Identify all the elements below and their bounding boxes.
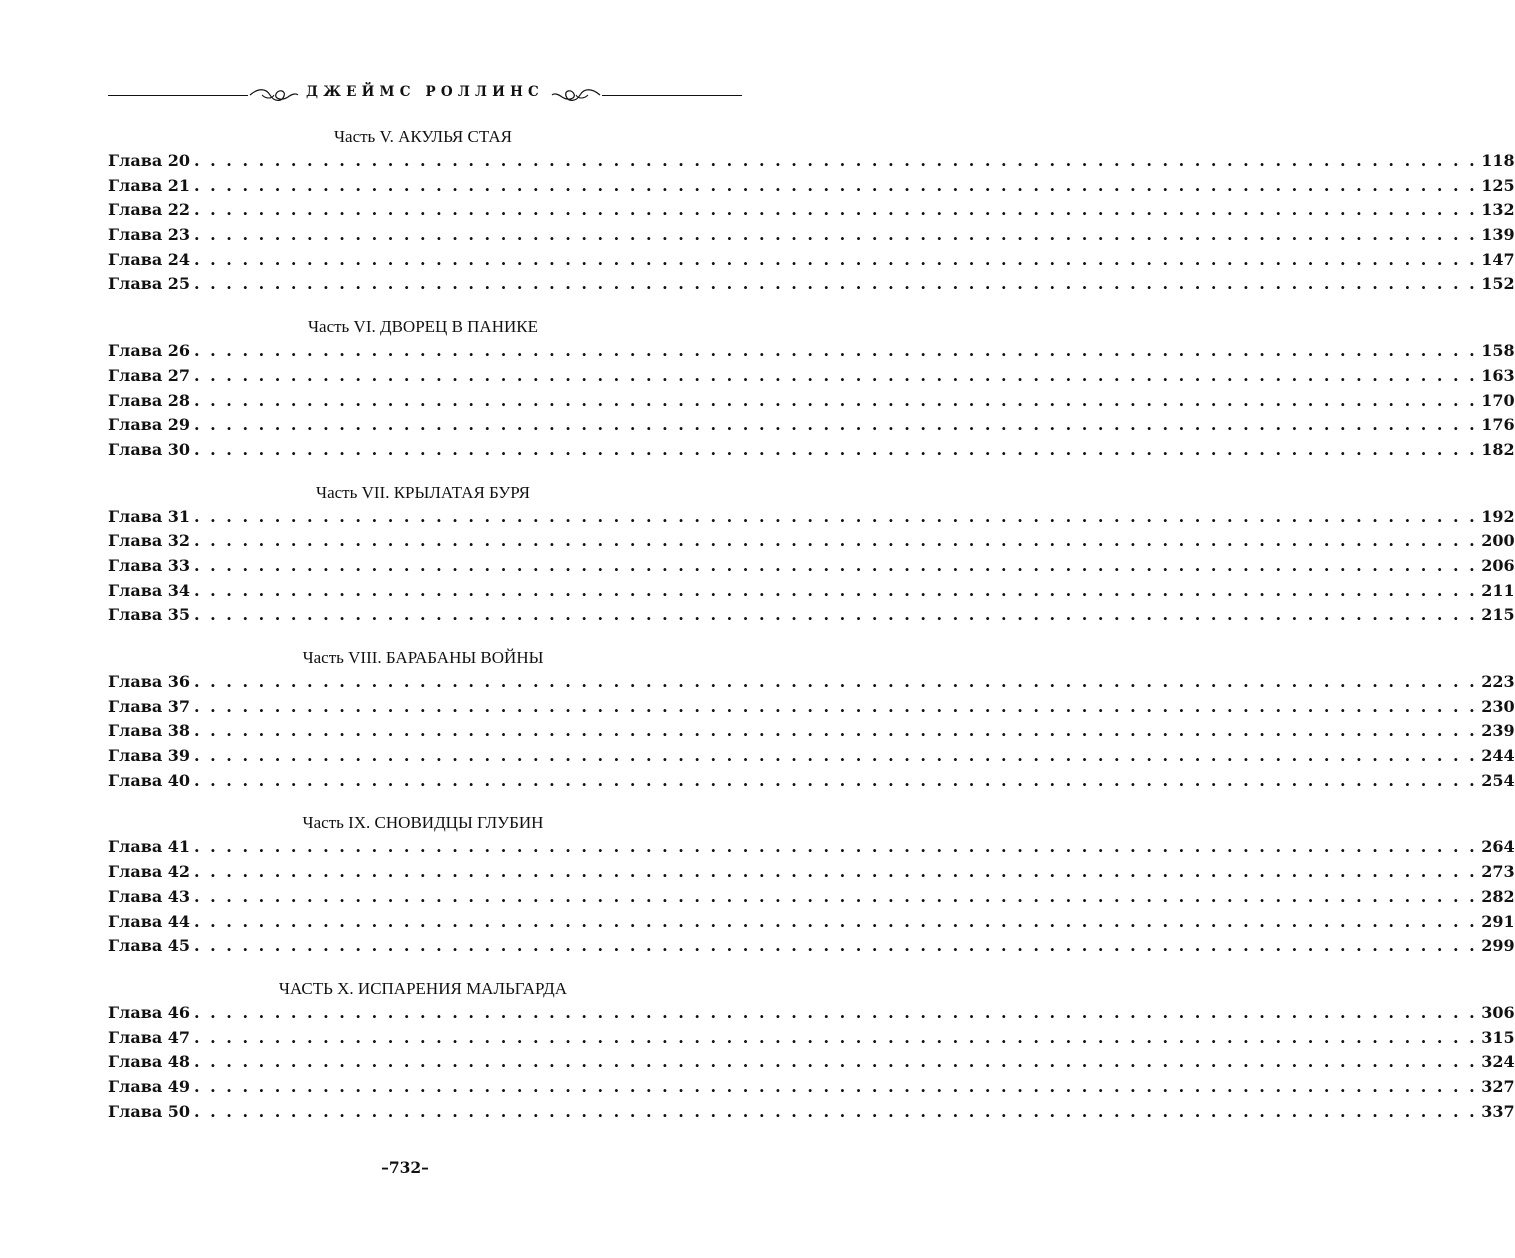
part-title: ЧАСТЬ X. ИСПАРЕНИЯ МАЛЬГАРДА xyxy=(278,978,568,998)
chapter-label: Глава 42 xyxy=(108,862,191,882)
toc-section xyxy=(108,976,1515,1124)
chapter-page: 264 xyxy=(1481,837,1515,857)
toc-entry xyxy=(108,505,1515,530)
toc-entry xyxy=(108,603,1515,628)
chapter-label: Глава 34 xyxy=(108,580,191,600)
toc-entry xyxy=(108,695,1515,720)
toc-entry xyxy=(108,719,1515,744)
toc-entry xyxy=(108,149,1515,174)
chapter-label: Глава 48 xyxy=(108,1052,191,1072)
header-rule-right xyxy=(602,95,742,96)
toc-entry xyxy=(108,554,1515,579)
chapter-page: 254 xyxy=(1481,770,1515,790)
dot-leader: . . . . . . . . . . . . . . . . . . . . . . . . . . . . . . . . . . . . . . . . . . . . . . . . . . . . . . . . . . . . . . . . . . . . . . . . . . . . . . . . xyxy=(194,770,1478,790)
chapter-page: 211 xyxy=(1481,580,1515,600)
toc-entry xyxy=(108,413,1515,438)
chapter-page: 182 xyxy=(1481,439,1515,459)
chapter-label: Глава 44 xyxy=(108,911,191,931)
chapter-page: 230 xyxy=(1481,696,1515,716)
chapter-label: Глава 41 xyxy=(108,837,191,857)
toc-entry xyxy=(108,1075,1515,1100)
chapter-page: 223 xyxy=(1481,672,1515,691)
chapter-label: Глава 29 xyxy=(108,415,191,435)
dot-leader: . . . . . . . . . . . . . . . . . . . . . . . . . . . . . . . . . . . . . . . . . . . . . . . . . . . . . . . . . . . . . . . . . . . . . . . . . . . . . . . . xyxy=(194,886,1478,906)
chapter-label: Глава 24 xyxy=(108,249,191,269)
dot-leader: . . . . . . . . . . . . . . . . . . . . . . . . . . . . . . . . . . . . . . . . . . . . . . . . . . . . . . . . . . . . . . . . . . . . . . . . . . . . . . . . xyxy=(194,200,1478,220)
flourish-left-icon xyxy=(248,86,300,104)
chapter-page: 306 xyxy=(1481,1002,1515,1022)
chapter-page: 192 xyxy=(1481,506,1515,526)
toc-section xyxy=(108,124,1515,297)
chapter-label: Глава 49 xyxy=(108,1076,191,1096)
header-author: ДЖЕЙМС РОЛЛИНС xyxy=(306,84,544,100)
toc-entry xyxy=(108,1100,1515,1125)
toc-entry xyxy=(108,364,1515,389)
chapter-page: 327 xyxy=(1481,1076,1515,1096)
dot-leader: . . . . . . . . . . . . . . . . . . . . . . . . . . . . . . . . . . . . . . . . . . . . . . . . . . . . . . . . . . . . . . . . . . . . . . . . . . . . . . . . xyxy=(194,605,1478,625)
dot-leader: . . . . . . . . . . . . . . . . . . . . . . . . . . . . . . . . . . . . . . . . . . . . . . . . . . . . . . . . . . . . . . . . . . . . . . . . . . . . . . . . xyxy=(194,1027,1478,1047)
chapter-label: Глава 25 xyxy=(108,274,191,294)
dot-leader: . . . . . . . . . . . . . . . . . . . . . . . . . . . . . . . . . . . . . . . . . . . . . . . . . . . . . . . . . . . . . . . . . . . . . . . . . . . . . . . . xyxy=(194,746,1478,766)
dot-leader: . . . . . . . . . . . . . . . . . . . . . . . . . . . . . . . . . . . . . . . . . . . . . . . . . . . . . . . . . . . . . . . . . . . . . . . . . . . . . . . . xyxy=(194,936,1478,956)
toc-entry xyxy=(108,910,1515,935)
page-number: –732– xyxy=(381,1158,429,1177)
chapter-label: Глава 39 xyxy=(108,746,191,766)
toc-section xyxy=(108,314,1515,462)
chapter-page: 299 xyxy=(1481,936,1515,956)
dot-leader: . . . . . . . . . . . . . . . . . . . . . . . . . . . . . . . . . . . . . . . . . . . . . . . . . . . . . . . . . . . . . . . . . . . . . . . . . . . . . . . . xyxy=(194,249,1478,269)
chapter-page: 337 xyxy=(1481,1101,1515,1121)
dot-leader: . . . . . . . . . . . . . . . . . . . . . . . . . . . . . . . . . . . . . . . . . . . . . . . . . . . . . . . . . . . . . . . . . . . . . . . . . . . . . . . . xyxy=(194,341,1478,361)
part-title: Часть VIII. БАРАБАНЫ ВОЙНЫ xyxy=(302,648,544,667)
chapter-page: 147 xyxy=(1481,249,1515,269)
chapter-page: 206 xyxy=(1481,555,1515,575)
dot-leader: . . . . . . . . . . . . . . . . . . . . . . . . . . . . . . . . . . . . . . . . . . . . . . . . . . . . . . . . . . . . . . . . . . . . . . . . . . . . . . . . xyxy=(194,1101,1478,1121)
toc-entry xyxy=(108,860,1515,885)
dot-leader: . . . . . . . . . . . . . . . . . . . . . . . . . . . . . . . . . . . . . . . . . . . . . . . . . . . . . . . . . . . . . . . . . . . . . . . . . . . . . . . . xyxy=(194,1052,1478,1072)
toc-section xyxy=(108,480,1515,628)
chapter-label: Глава 30 xyxy=(108,439,191,459)
toc-entry xyxy=(108,579,1515,604)
chapter-label: Глава 33 xyxy=(108,555,191,575)
dot-leader: . . . . . . . . . . . . . . . . . . . . . . . . . . . . . . . . . . . . . . . . . . . . . . . . . . . . . . . . . . . . . . . . . . . . . . . . . . . . . . . . xyxy=(194,274,1478,294)
table-of-contents xyxy=(108,124,1515,1124)
toc-entry xyxy=(108,934,1515,959)
toc-entry xyxy=(108,1050,1515,1075)
toc-entry xyxy=(108,198,1515,223)
toc-entry xyxy=(108,835,1515,860)
chapter-page: 200 xyxy=(1481,531,1515,551)
chapter-label: Глава 40 xyxy=(108,770,191,790)
toc-entry xyxy=(108,670,1515,695)
part-title: Часть VI. ДВОРЕЦ В ПАНИКЕ xyxy=(307,317,538,337)
chapter-label: Глава 32 xyxy=(108,531,191,551)
chapter-page: 282 xyxy=(1481,886,1515,906)
chapter-page: 152 xyxy=(1481,274,1515,294)
chapter-page: 273 xyxy=(1481,862,1515,882)
flourish-right-icon xyxy=(550,86,602,104)
chapter-page: 291 xyxy=(1481,911,1515,931)
toc-entry xyxy=(108,272,1515,297)
dot-leader: . . . . . . . . . . . . . . . . . . . . . . . . . . . . . . . . . . . . . . . . . . . . . . . . . . . . . . . . . . . . . . . . . . . . . . . . . . . . . . . . xyxy=(194,365,1478,385)
chapter-page: 244 xyxy=(1481,746,1515,766)
chapter-label: Глава 28 xyxy=(108,390,191,410)
dot-leader: . . . . . . . . . . . . . . . . . . . . . . . . . . . . . . . . . . . . . . . . . . . . . . . . . . . . . . . . . . . . . . . . . . . . . . . . . . . . . . . . xyxy=(194,175,1478,195)
toc-entry xyxy=(108,529,1515,554)
toc-section xyxy=(108,810,1515,958)
chapter-label: Глава 35 xyxy=(108,605,191,625)
chapter-page: 324 xyxy=(1481,1052,1515,1072)
chapter-label: Глава 21 xyxy=(108,175,191,195)
chapter-page: 215 xyxy=(1481,605,1515,625)
toc-entry xyxy=(108,248,1515,273)
dot-leader: . . . . . . . . . . . . . . . . . . . . . . . . . . . . . . . . . . . . . . . . . . . . . . . . . . . . . . . . . . . . . . . . . . . . . . . . . . . . . . . . xyxy=(194,911,1478,931)
toc-entry xyxy=(108,885,1515,910)
chapter-page: 125 xyxy=(1481,175,1515,195)
part-title: Часть V. АКУЛЬЯ СТАЯ xyxy=(333,127,513,146)
chapter-label: Глава 27 xyxy=(108,365,191,385)
header-rule-left xyxy=(108,95,248,96)
running-header xyxy=(108,80,742,110)
dot-leader: . . . . . . . . . . . . . . . . . . . . . . . . . . . . . . . . . . . . . . . . . . . . . . . . . . . . . . . . . . . . . . . . . . . . . . . . . . . . . . . . xyxy=(194,225,1478,245)
dot-leader: . . . . . . . . . . . . . . . . . . . . . . . . . . . . . . . . . . . . . . . . . . . . . . . . . . . . . . . . . . . . . . . . . . . . . . . . . . . . . . . . xyxy=(194,696,1478,716)
dot-leader: . . . . . . . . . . . . . . . . . . . . . . . . . . . . . . . . . . . . . . . . . . . . . . . . . . . . . . . . . . . . . . . . . . . . . . . . . . . . . . . . xyxy=(194,151,1478,170)
dot-leader: . . . . . . . . . . . . . . . . . . . . . . . . . . . . . . . . . . . . . . . . . . . . . . . . . . . . . . . . . . . . . . . . . . . . . . . . . . . . . . . . xyxy=(194,439,1478,459)
dot-leader: . . . . . . . . . . . . . . . . . . . . . . . . . . . . . . . . . . . . . . . . . . . . . . . . . . . . . . . . . . . . . . . . . . . . . . . . . . . . . . . . xyxy=(194,390,1478,410)
chapter-page: 170 xyxy=(1481,390,1515,410)
chapter-label: Глава 47 xyxy=(108,1027,191,1047)
dot-leader: . . . . . . . . . . . . . . . . . . . . . . . . . . . . . . . . . . . . . . . . . . . . . . . . . . . . . . . . . . . . . . . . . . . . . . . . . . . . . . . . xyxy=(194,531,1478,551)
chapter-label: Глава 31 xyxy=(108,506,191,526)
chapter-page: 239 xyxy=(1481,721,1515,741)
part-title: Часть VII. КРЫЛАТАЯ БУРЯ xyxy=(316,482,530,502)
dot-leader: . . . . . . . . . . . . . . . . . . . . . . . . . . . . . . . . . . . . . . . . . . . . . . . . . . . . . . . . . . . . . . . . . . . . . . . . . . . . . . . . xyxy=(194,580,1478,600)
dot-leader: . . . . . . . . . . . . . . . . . . . . . . . . . . . . . . . . . . . . . . . . . . . . . . . . . . . . . . . . . . . . . . . . . . . . . . . . . . . . . . . . xyxy=(194,506,1478,526)
toc-entry xyxy=(108,744,1515,769)
chapter-page: 315 xyxy=(1481,1027,1515,1047)
chapter-label: Глава 22 xyxy=(108,200,191,220)
chapter-page: 176 xyxy=(1481,415,1515,435)
toc-entry xyxy=(108,769,1515,794)
dot-leader: . . . . . . . . . . . . . . . . . . . . . . . . . . . . . . . . . . . . . . . . . . . . . . . . . . . . . . . . . . . . . . . . . . . . . . . . . . . . . . . . xyxy=(194,415,1478,435)
chapter-label: Глава 37 xyxy=(108,696,191,716)
dot-leader: . . . . . . . . . . . . . . . . . . . . . . . . . . . . . . . . . . . . . . . . . . . . . . . . . . . . . . . . . . . . . . . . . . . . . . . . . . . . . . . . xyxy=(194,837,1478,857)
chapter-page: 163 xyxy=(1481,365,1515,385)
chapter-page: 118 xyxy=(1481,151,1515,170)
chapter-label: Глава 23 xyxy=(108,225,191,245)
toc-entry xyxy=(108,1001,1515,1026)
dot-leader: . . . . . . . . . . . . . . . . . . . . . . . . . . . . . . . . . . . . . . . . . . . . . . . . . . . . . . . . . . . . . . . . . . . . . . . . . . . . . . . . xyxy=(194,672,1478,691)
dot-leader: . . . . . . . . . . . . . . . . . . . . . . . . . . . . . . . . . . . . . . . . . . . . . . . . . . . . . . . . . . . . . . . . . . . . . . . . . . . . . . . . xyxy=(194,721,1478,741)
dot-leader: . . . . . . . . . . . . . . . . . . . . . . . . . . . . . . . . . . . . . . . . . . . . . . . . . . . . . . . . . . . . . . . . . . . . . . . . . . . . . . . . xyxy=(194,1076,1478,1096)
toc-entry xyxy=(108,223,1515,248)
chapter-label: Глава 36 xyxy=(108,672,191,691)
chapter-page: 158 xyxy=(1481,341,1515,361)
toc-entry xyxy=(108,389,1515,414)
toc-entry xyxy=(108,174,1515,199)
dot-leader: . . . . . . . . . . . . . . . . . . . . . . . . . . . . . . . . . . . . . . . . . . . . . . . . . . . . . . . . . . . . . . . . . . . . . . . . . . . . . . . . xyxy=(194,862,1478,882)
chapter-page: 139 xyxy=(1481,225,1515,245)
chapter-page: 132 xyxy=(1481,200,1515,220)
chapter-label: Глава 43 xyxy=(108,886,191,906)
chapter-label: Глава 26 xyxy=(108,341,191,361)
toc-entry xyxy=(108,438,1515,463)
toc-entry xyxy=(108,1026,1515,1051)
chapter-label: Глава 45 xyxy=(108,936,191,956)
chapter-label: Глава 20 xyxy=(108,151,191,170)
toc-section xyxy=(108,645,1515,793)
chapter-label: Глава 50 xyxy=(108,1101,191,1121)
dot-leader: . . . . . . . . . . . . . . . . . . . . . . . . . . . . . . . . . . . . . . . . . . . . . . . . . . . . . . . . . . . . . . . . . . . . . . . . . . . . . . . . xyxy=(194,555,1478,575)
chapter-label: Глава 38 xyxy=(108,721,191,741)
dot-leader: . . . . . . . . . . . . . . . . . . . . . . . . . . . . . . . . . . . . . . . . . . . . . . . . . . . . . . . . . . . . . . . . . . . . . . . . . . . . . . . . xyxy=(194,1002,1478,1022)
toc-entry xyxy=(108,339,1515,364)
part-title: Часть IX. СНОВИДЦЫ ГЛУБИН xyxy=(302,813,544,833)
chapter-label: Глава 46 xyxy=(108,1002,191,1022)
